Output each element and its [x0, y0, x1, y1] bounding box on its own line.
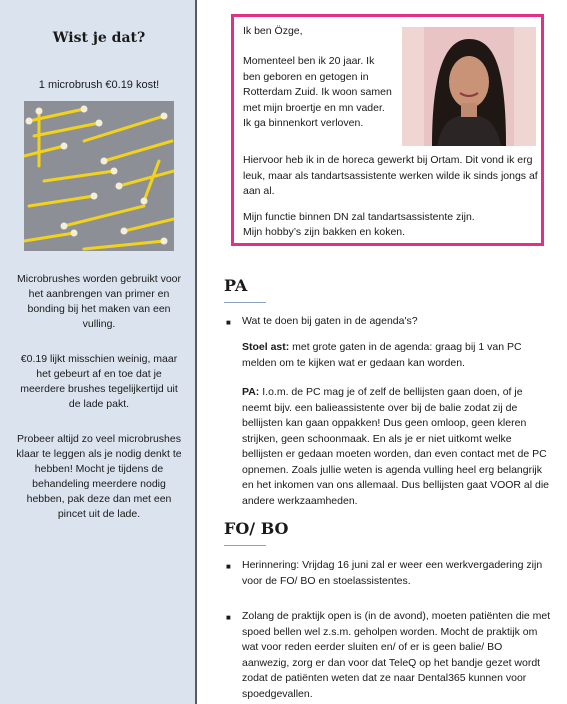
- profile-intro: Momenteel ben ik 20 jaar. Ik ben geboren en getogen in Rotterdam Zuid. Ik woon samen met mijn broertje en mn vader. Ik ga binnenkort verloven.: [243, 55, 392, 129]
- profile-function: Mijn functie binnen DN zal tandartsassistente zijn.: [243, 211, 475, 223]
- profile-hobby: Mijn hobby’s zijn bakken en koken.: [243, 226, 406, 238]
- fobo-bullet2-text: Zolang de praktijk open is (in de avond), moeten patiënten die met spoed bellen wel z.s.m. geholpen worden. Mocht de praktijk om wat voor reden eerder sluiten en/ of er is geen balie/ BO aanwezig, zorg er dan voor dat TeleQ op het bandje gezet wordt zodat de patiënten weten dat ze naar Dental365 kunnen voor spoedgevallen.: [242, 610, 551, 700]
- sidebar-paragraph-1: Microbrushes worden gebruikt voor het aanbrengen van primer en bonding bij het maken van een vulling.: [17, 273, 181, 330]
- sidebar-paragraph-2: €0.19 lijkt misschien weinig, maar het gebeurt af en toe dat je meerdere brushes tegelijkertijd uit de lade pakt.: [20, 353, 178, 410]
- pa-heading-rule: [224, 302, 266, 303]
- portrait-illustration: [402, 27, 536, 146]
- fobo-bullet1-icon: ■: [226, 562, 231, 571]
- profile-greeting: Ik ben Özge,: [243, 25, 303, 37]
- pa-bullet-icon: ■: [226, 318, 231, 327]
- pa-stoel-label: Stoel ast:: [242, 341, 290, 353]
- fobo-heading: FO/ BO: [224, 519, 289, 538]
- sidebar-paragraph-3: Probeer altijd zo veel microbrushes klaar te leggen als je nodig denkt te hebben! Mocht je tijdens de behandeling meerdere nodig hebben, pak deze dan met een pincet uit de lade.: [16, 433, 182, 520]
- microbrush-illustration: [24, 101, 174, 251]
- pa-pa-paragraph: [242, 385, 552, 509]
- fobo-bullet2-icon: ■: [226, 613, 231, 622]
- sidebar-title: Wist je dat?: [52, 30, 146, 46]
- fobo-heading-rule: [224, 545, 266, 546]
- pa-pa-text: I.o.m. de PC mag je of zelf de bellijsten gaan doen, of je neemt bijv. een balieassistente over bij de balie zodat zij de bellijsten kan gaan oppakken! Dus geen omloop, geen kleren strijken, geen schoonmaak. En als je er niet uitkomt welke bellijsten er gedaan moeten worden, dan even contact met de PC opnemen. Zoals jullie weten is agenda vulling heel erg belangrijk en het inkomen van ons allemaal. Dus bellijsten gaat VOOR al die andere werkzaamheden.: [242, 386, 550, 507]
- profile-work: Hiervoor heb ik in de horeca gewerkt bij Ortam. Dit vond ik erg leuk, maar als tandartsassistente werken wilde ik sinds jongs af aan al.: [243, 154, 538, 197]
- fobo-bullet1-text: Herinnering: Vrijdag 16 juni zal er weer een werkvergadering zijn voor de FO/ BO en stoelassistentes.: [242, 559, 543, 587]
- pa-bullet-text: Wat te doen bij gaten in de agenda's?: [242, 315, 418, 327]
- pa-stoel-text: met grote gaten in de agenda: graag bij 1 van PC melden om te kijken wat er gedaan kan worden.: [242, 341, 522, 369]
- microbrush-photo: [24, 101, 174, 251]
- pa-heading: PA: [224, 276, 248, 295]
- profile-photo: [402, 27, 536, 146]
- sidebar-price-line: 1 microbrush €0.19 kost!: [38, 79, 160, 91]
- pa-pa-label: PA:: [242, 386, 260, 398]
- profile-box: [231, 14, 544, 246]
- sidebar: [0, 0, 197, 704]
- pa-stoel-paragraph: [242, 340, 552, 371]
